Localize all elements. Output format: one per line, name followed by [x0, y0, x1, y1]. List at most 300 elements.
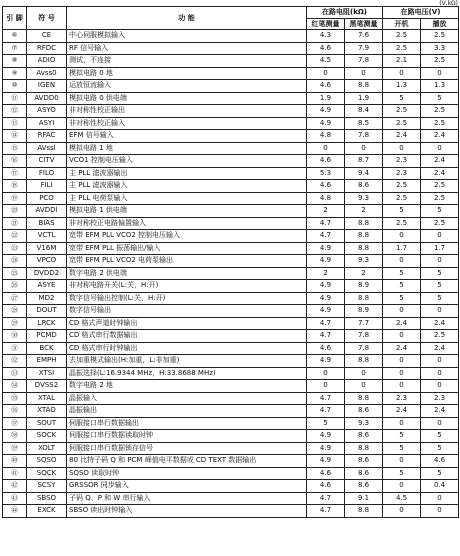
- play-voltage-cell: 2.4: [421, 405, 459, 418]
- header-black-probe: 黑笔测量: [345, 19, 383, 30]
- power-on-voltage-cell: 5: [383, 205, 421, 218]
- black-probe-resistance-cell: 8.8: [345, 230, 383, 243]
- pin-number-cell: ⑧: [3, 55, 27, 68]
- table-row: [3, 342, 459, 355]
- black-probe-resistance-cell: 8.9: [345, 305, 383, 318]
- pin-number-cell: ㉕: [3, 267, 27, 280]
- power-on-voltage-cell: 2.3: [383, 167, 421, 180]
- pin-number-cell: ⑫: [3, 105, 27, 118]
- pin-number-cell: ㉔: [3, 255, 27, 268]
- black-probe-resistance-cell: 7.6: [345, 30, 383, 43]
- black-probe-resistance-cell: 8.8: [345, 355, 383, 368]
- table-row: [3, 380, 459, 393]
- table-row: [3, 80, 459, 93]
- pin-number-cell: ㊸: [3, 492, 27, 505]
- pin-symbol-cell: XTSI: [27, 367, 67, 380]
- red-probe-resistance-cell: 4.8: [307, 130, 345, 143]
- play-voltage-cell: 4.6: [421, 455, 459, 468]
- pin-number-cell: ㊵: [3, 455, 27, 468]
- pin-symbol-cell: DVDD2: [27, 267, 67, 280]
- pin-symbol-cell: SQSO: [27, 455, 67, 468]
- play-voltage-cell: 5: [421, 430, 459, 443]
- pin-function-cell: 数字信号输出: [67, 305, 307, 318]
- power-on-voltage-cell: 2.3: [383, 155, 421, 168]
- table-row: [3, 205, 459, 218]
- black-probe-resistance-cell: 8.6: [345, 405, 383, 418]
- red-probe-resistance-cell: 4.6: [307, 155, 345, 168]
- pin-symbol-cell: PCMD: [27, 330, 67, 343]
- pin-symbol-cell: LRCK: [27, 317, 67, 330]
- pin-function-cell: 测试，不连接: [67, 55, 307, 68]
- pin-symbol-cell: XTAO: [27, 405, 67, 418]
- pin-number-cell: ⑪: [3, 92, 27, 105]
- table-row: [3, 467, 459, 480]
- black-probe-resistance-cell: 9.4: [345, 167, 383, 180]
- pin-symbol-cell: EXCK: [27, 505, 67, 518]
- red-probe-resistance-cell: 4.9: [307, 430, 345, 443]
- pin-number-cell: ⑱: [3, 180, 27, 193]
- red-probe-resistance-cell: 1.9: [307, 92, 345, 105]
- play-voltage-cell: 2.5: [421, 330, 459, 343]
- power-on-voltage-cell: 0: [383, 230, 421, 243]
- play-voltage-cell: 2.4: [421, 167, 459, 180]
- table-row: [3, 267, 459, 280]
- pin-symbol-cell: Avss0: [27, 67, 67, 80]
- red-probe-resistance-cell: 4.5: [307, 55, 345, 68]
- pin-function-cell: 非对称校正电路偏置输入: [67, 217, 307, 230]
- header-pin: 引 脚: [3, 7, 27, 30]
- pin-symbol-cell: ADIO: [27, 55, 67, 68]
- pin-function-cell: 80 比特子码 Q 和 PCM 峰值电平数据或 CD TEXT 数据输出: [67, 455, 307, 468]
- red-probe-resistance-cell: 4.7: [307, 217, 345, 230]
- pin-symbol-cell: VCTL: [27, 230, 67, 243]
- black-probe-resistance-cell: 7.8: [345, 330, 383, 343]
- pin-symbol-cell: CE: [27, 30, 67, 43]
- pin-number-cell: ⑭: [3, 130, 27, 143]
- power-on-voltage-cell: 0: [383, 305, 421, 318]
- table-row: [3, 142, 459, 155]
- pin-symbol-cell: RFDC: [27, 42, 67, 55]
- black-probe-resistance-cell: 8.6: [345, 180, 383, 193]
- pin-function-cell: 主 PLL 滤波器输入: [67, 180, 307, 193]
- table-row: [3, 355, 459, 368]
- table-row: [3, 230, 459, 243]
- play-voltage-cell: 0: [421, 255, 459, 268]
- table-row: [3, 505, 459, 518]
- red-probe-resistance-cell: 4.9: [307, 455, 345, 468]
- pin-function-table: [2, 6, 459, 518]
- header-play: 播放: [421, 19, 459, 30]
- red-probe-resistance-cell: 0: [307, 367, 345, 380]
- pin-function-cell: 模拟电路 0 地: [67, 67, 307, 80]
- unit-note: (V,kΩ): [439, 0, 458, 7]
- table-row: [3, 280, 459, 293]
- black-probe-resistance-cell: 9.1: [345, 492, 383, 505]
- pin-function-cell: 晶振选择(L:16.9344 MHz，H:33.8688 MHz): [67, 367, 307, 380]
- power-on-voltage-cell: 2.5: [383, 217, 421, 230]
- play-voltage-cell: 5: [421, 280, 459, 293]
- black-probe-resistance-cell: 8.8: [345, 505, 383, 518]
- table-row: [3, 67, 459, 80]
- red-probe-resistance-cell: 5: [307, 417, 345, 430]
- red-probe-resistance-cell: 4.7: [307, 392, 345, 405]
- pin-number-cell: ㉚: [3, 330, 27, 343]
- black-probe-resistance-cell: 0: [345, 67, 383, 80]
- header-symbol: 符 号: [27, 7, 67, 30]
- red-probe-resistance-cell: 2: [307, 267, 345, 280]
- pin-function-cell: 数字电路 2 供电端: [67, 267, 307, 280]
- red-probe-resistance-cell: 5.3: [307, 167, 345, 180]
- power-on-voltage-cell: 0: [383, 380, 421, 393]
- pin-function-cell: RF 信号输入: [67, 42, 307, 55]
- play-voltage-cell: 0: [421, 305, 459, 318]
- pin-number-cell: ㉟: [3, 392, 27, 405]
- pin-function-cell: 宽带 EFM PLL VCO2 电荷泵输出: [67, 255, 307, 268]
- pin-number-cell: ㉞: [3, 380, 27, 393]
- power-on-voltage-cell: 0: [383, 367, 421, 380]
- pin-function-cell: 非对称性校正输入: [67, 117, 307, 130]
- pin-function-cell: EFM 信号输入: [67, 130, 307, 143]
- black-probe-resistance-cell: 0: [345, 367, 383, 380]
- pin-function-cell: 晶振输出: [67, 405, 307, 418]
- pin-symbol-cell: ASYE: [27, 280, 67, 293]
- pin-symbol-cell: FILO: [27, 167, 67, 180]
- power-on-voltage-cell: 0: [383, 505, 421, 518]
- pin-number-cell: ㉘: [3, 305, 27, 318]
- red-probe-resistance-cell: 4.9: [307, 305, 345, 318]
- pin-number-cell: ⑨: [3, 67, 27, 80]
- play-voltage-cell: 2.5: [421, 180, 459, 193]
- power-on-voltage-cell: 5: [383, 467, 421, 480]
- pin-number-cell: ㊳: [3, 430, 27, 443]
- play-voltage-cell: 2.4: [421, 317, 459, 330]
- table-row: [3, 155, 459, 168]
- black-probe-resistance-cell: 9.3: [345, 417, 383, 430]
- power-on-voltage-cell: 2.4: [383, 405, 421, 418]
- pin-symbol-cell: SQCK: [27, 467, 67, 480]
- black-probe-resistance-cell: 8.8: [345, 242, 383, 255]
- pin-symbol-cell: XTAL: [27, 392, 67, 405]
- pin-symbol-cell: EMPH: [27, 355, 67, 368]
- play-voltage-cell: 0: [421, 380, 459, 393]
- pin-function-cell: 运放恒流输入: [67, 80, 307, 93]
- pin-number-cell: ⑩: [3, 80, 27, 93]
- pin-function-cell: 去加重模式输出(H:加重，L:非加重): [67, 355, 307, 368]
- pin-number-cell: ⑬: [3, 117, 27, 130]
- power-on-voltage-cell: 2.1: [383, 55, 421, 68]
- power-on-voltage-cell: 2.4: [383, 130, 421, 143]
- power-on-voltage-cell: 2.5: [383, 30, 421, 43]
- power-on-voltage-cell: 2.5: [383, 180, 421, 193]
- black-probe-resistance-cell: 8.6: [345, 455, 383, 468]
- red-probe-resistance-cell: 0: [307, 380, 345, 393]
- power-on-voltage-cell: 2.4: [383, 342, 421, 355]
- power-on-voltage-cell: 0: [383, 142, 421, 155]
- black-probe-resistance-cell: 7.8: [345, 55, 383, 68]
- pin-number-cell: ㊷: [3, 480, 27, 493]
- pin-function-cell: 模拟电路 1 地: [67, 142, 307, 155]
- power-on-voltage-cell: 5: [383, 92, 421, 105]
- pin-number-cell: ㉓: [3, 242, 27, 255]
- play-voltage-cell: 2.3: [421, 392, 459, 405]
- red-probe-resistance-cell: 4.7: [307, 330, 345, 343]
- red-probe-resistance-cell: 4.6: [307, 480, 345, 493]
- red-probe-resistance-cell: 4.6: [307, 42, 345, 55]
- red-probe-resistance-cell: 4.9: [307, 255, 345, 268]
- pin-function-cell: VCO1 控制电压输入: [67, 155, 307, 168]
- pin-function-cell: 中心伺服模拟输入: [67, 30, 307, 43]
- red-probe-resistance-cell: 0: [307, 142, 345, 155]
- pin-symbol-cell: AVDD0: [27, 92, 67, 105]
- pin-number-cell: ㉒: [3, 230, 27, 243]
- power-on-voltage-cell: 0: [383, 330, 421, 343]
- black-probe-resistance-cell: 8.8: [345, 442, 383, 455]
- black-probe-resistance-cell: 2: [345, 205, 383, 218]
- red-probe-resistance-cell: 2: [307, 205, 345, 218]
- pin-number-cell: ⑳: [3, 205, 27, 218]
- pin-symbol-cell: DVSS2: [27, 380, 67, 393]
- pin-symbol-cell: PCO: [27, 192, 67, 205]
- pin-function-cell: 非对称性校正输出: [67, 105, 307, 118]
- black-probe-resistance-cell: 8.8: [345, 80, 383, 93]
- pin-function-cell: 晶振输入: [67, 392, 307, 405]
- pin-function-cell: 主 PLL 电荷泵输入: [67, 192, 307, 205]
- pin-number-cell: ⑥: [3, 30, 27, 43]
- pin-number-cell: ㉗: [3, 292, 27, 305]
- header-voltage-group: 在路电压(V): [383, 7, 459, 19]
- red-probe-resistance-cell: 4.7: [307, 317, 345, 330]
- power-on-voltage-cell: 5: [383, 442, 421, 455]
- header-power-on: 开机: [383, 19, 421, 30]
- pin-symbol-cell: SOUT: [27, 417, 67, 430]
- red-probe-resistance-cell: 4.9: [307, 117, 345, 130]
- red-probe-resistance-cell: 4.6: [307, 342, 345, 355]
- table-row: [3, 92, 459, 105]
- table-row: [3, 367, 459, 380]
- pin-symbol-cell: BIAS: [27, 217, 67, 230]
- table-row: [3, 105, 459, 118]
- pin-function-cell: 模拟电路 0 供电端: [67, 92, 307, 105]
- table-row: [3, 255, 459, 268]
- table-row: [3, 317, 459, 330]
- power-on-voltage-cell: 1.7: [383, 242, 421, 255]
- red-probe-resistance-cell: 4.9: [307, 355, 345, 368]
- play-voltage-cell: 1.7: [421, 242, 459, 255]
- pin-number-cell: ㉑: [3, 217, 27, 230]
- play-voltage-cell: 2.4: [421, 342, 459, 355]
- black-probe-resistance-cell: 8.8: [345, 292, 383, 305]
- red-probe-resistance-cell: 4.3: [307, 30, 345, 43]
- black-probe-resistance-cell: 8.7: [345, 155, 383, 168]
- power-on-voltage-cell: 2.5: [383, 192, 421, 205]
- table-row: [3, 180, 459, 193]
- pin-function-cell: CD 格式串行数据输出: [67, 330, 307, 343]
- power-on-voltage-cell: 2.3: [383, 392, 421, 405]
- pin-number-cell: ⑯: [3, 155, 27, 168]
- table-body: [3, 30, 459, 518]
- black-probe-resistance-cell: 8.6: [345, 430, 383, 443]
- play-voltage-cell: 5: [421, 442, 459, 455]
- power-on-voltage-cell: 5: [383, 430, 421, 443]
- pin-number-cell: ⑦: [3, 42, 27, 55]
- pin-function-cell: 数字电路 2 地: [67, 380, 307, 393]
- black-probe-resistance-cell: 1.9: [345, 92, 383, 105]
- red-probe-resistance-cell: 4.6: [307, 80, 345, 93]
- pin-symbol-cell: DOUT: [27, 305, 67, 318]
- power-on-voltage-cell: 5: [383, 267, 421, 280]
- play-voltage-cell: 0: [421, 142, 459, 155]
- play-voltage-cell: 2.5: [421, 117, 459, 130]
- pin-symbol-cell: VPCO: [27, 255, 67, 268]
- pin-symbol-cell: CITV: [27, 155, 67, 168]
- pin-symbol-cell: MD2: [27, 292, 67, 305]
- pin-symbol-cell: AVssl: [27, 142, 67, 155]
- power-on-voltage-cell: 5: [383, 292, 421, 305]
- pin-symbol-cell: FILI: [27, 180, 67, 193]
- table-row: [3, 192, 459, 205]
- table-row: [3, 130, 459, 143]
- pin-function-cell: 宽带 EFM PLL 振荡输出/输入: [67, 242, 307, 255]
- table-row: [3, 405, 459, 418]
- red-probe-resistance-cell: 4.9: [307, 105, 345, 118]
- pin-number-cell: ㊶: [3, 467, 27, 480]
- black-probe-resistance-cell: 7.8: [345, 342, 383, 355]
- pin-function-cell: SQSO 读取时钟: [67, 467, 307, 480]
- pin-number-cell: ㉖: [3, 280, 27, 293]
- table-row: [3, 30, 459, 43]
- pin-number-cell: ㉜: [3, 355, 27, 368]
- black-probe-resistance-cell: 8.9: [345, 280, 383, 293]
- play-voltage-cell: 5: [421, 205, 459, 218]
- red-probe-resistance-cell: 4.6: [307, 467, 345, 480]
- black-probe-resistance-cell: 7.7: [345, 317, 383, 330]
- pin-function-cell: 主 PLL 滤波器输出: [67, 167, 307, 180]
- pin-number-cell: ㊴: [3, 442, 27, 455]
- pin-symbol-cell: ASYI: [27, 117, 67, 130]
- table-row: [3, 455, 459, 468]
- pin-number-cell: ⑰: [3, 167, 27, 180]
- table-row: [3, 442, 459, 455]
- table-row: [3, 480, 459, 493]
- pin-symbol-cell: AVDDl: [27, 205, 67, 218]
- table-row: [3, 330, 459, 343]
- table-row: [3, 417, 459, 430]
- pin-function-cell: SBSO 读出时钟输入: [67, 505, 307, 518]
- play-voltage-cell: 2.5: [421, 55, 459, 68]
- red-probe-resistance-cell: 4.9: [307, 242, 345, 255]
- table-row: [3, 492, 459, 505]
- play-voltage-cell: 0: [421, 417, 459, 430]
- play-voltage-cell: 0.4: [421, 480, 459, 493]
- power-on-voltage-cell: 0: [383, 417, 421, 430]
- power-on-voltage-cell: 0: [383, 255, 421, 268]
- pin-number-cell: ㊹: [3, 505, 27, 518]
- pin-function-cell: 子码 Q、P 和 W 串行输入: [67, 492, 307, 505]
- black-probe-resistance-cell: 8.5: [345, 117, 383, 130]
- play-voltage-cell: 1.3: [421, 80, 459, 93]
- play-voltage-cell: 2.4: [421, 155, 459, 168]
- black-probe-resistance-cell: 8.6: [345, 467, 383, 480]
- black-probe-resistance-cell: 7.9: [345, 42, 383, 55]
- pin-function-cell: 数字信号输出控制(L:关，H:开): [67, 292, 307, 305]
- play-voltage-cell: 2.5: [421, 105, 459, 118]
- black-probe-resistance-cell: 0: [345, 142, 383, 155]
- red-probe-resistance-cell: 4.8: [307, 192, 345, 205]
- pin-function-cell: 伺服接口串行数据锁存信号: [67, 442, 307, 455]
- pin-function-cell: 伺服接口串行数据输出: [67, 417, 307, 430]
- red-probe-resistance-cell: 4.7: [307, 405, 345, 418]
- black-probe-resistance-cell: 0: [345, 380, 383, 393]
- black-probe-resistance-cell: 8.4: [345, 105, 383, 118]
- pin-symbol-cell: BCK: [27, 342, 67, 355]
- power-on-voltage-cell: 0: [383, 67, 421, 80]
- pin-number-cell: ㉛: [3, 342, 27, 355]
- header-function: 功 能: [67, 7, 307, 30]
- play-voltage-cell: 5: [421, 292, 459, 305]
- table-row: [3, 305, 459, 318]
- red-probe-resistance-cell: 4.7: [307, 505, 345, 518]
- play-voltage-cell: 0: [421, 67, 459, 80]
- play-voltage-cell: 5: [421, 92, 459, 105]
- red-probe-resistance-cell: 4.9: [307, 280, 345, 293]
- red-probe-resistance-cell: 4.9: [307, 292, 345, 305]
- pin-number-cell: ㉙: [3, 317, 27, 330]
- play-voltage-cell: 5: [421, 267, 459, 280]
- power-on-voltage-cell: 2.4: [383, 317, 421, 330]
- play-voltage-cell: 2.5: [421, 30, 459, 43]
- play-voltage-cell: 3.3: [421, 42, 459, 55]
- pin-function-cell: GRSSOR 同步输入: [67, 480, 307, 493]
- play-voltage-cell: 0: [421, 492, 459, 505]
- pin-symbol-cell: ASYO: [27, 105, 67, 118]
- black-probe-resistance-cell: 8.8: [345, 392, 383, 405]
- pin-symbol-cell: SCSY: [27, 480, 67, 493]
- play-voltage-cell: 0: [421, 230, 459, 243]
- table-row: [3, 117, 459, 130]
- play-voltage-cell: 5: [421, 467, 459, 480]
- red-probe-resistance-cell: 4.6: [307, 180, 345, 193]
- pin-number-cell: ㊲: [3, 417, 27, 430]
- power-on-voltage-cell: 0: [383, 455, 421, 468]
- red-probe-resistance-cell: 4.9: [307, 442, 345, 455]
- table-row: [3, 392, 459, 405]
- red-probe-resistance-cell: 4.7: [307, 230, 345, 243]
- pin-function-cell: 伺服接口串行数据读取时钟: [67, 430, 307, 443]
- black-probe-resistance-cell: 9.3: [345, 192, 383, 205]
- play-voltage-cell: 2.5: [421, 192, 459, 205]
- header-resistance-group: 在路电阻(kΩ): [307, 7, 383, 19]
- black-probe-resistance-cell: 7.8: [345, 130, 383, 143]
- power-on-voltage-cell: 4.5: [383, 492, 421, 505]
- power-on-voltage-cell: 1.3: [383, 80, 421, 93]
- table-row: [3, 167, 459, 180]
- power-on-voltage-cell: 0: [383, 355, 421, 368]
- pin-function-cell: CD 格式串行时钟输出: [67, 342, 307, 355]
- table-row: [3, 55, 459, 68]
- play-voltage-cell: 0: [421, 505, 459, 518]
- pin-number-cell: ⑮: [3, 142, 27, 155]
- pin-symbol-cell: RFAC: [27, 130, 67, 143]
- table-row: [3, 217, 459, 230]
- play-voltage-cell: 0: [421, 367, 459, 380]
- pin-symbol-cell: XOLT: [27, 442, 67, 455]
- power-on-voltage-cell: 2.5: [383, 42, 421, 55]
- power-on-voltage-cell: 2.5: [383, 105, 421, 118]
- black-probe-resistance-cell: 2: [345, 267, 383, 280]
- pin-symbol-cell: IGEN: [27, 80, 67, 93]
- black-probe-resistance-cell: 8.6: [345, 480, 383, 493]
- header-red-probe: 红笔测量: [307, 19, 345, 30]
